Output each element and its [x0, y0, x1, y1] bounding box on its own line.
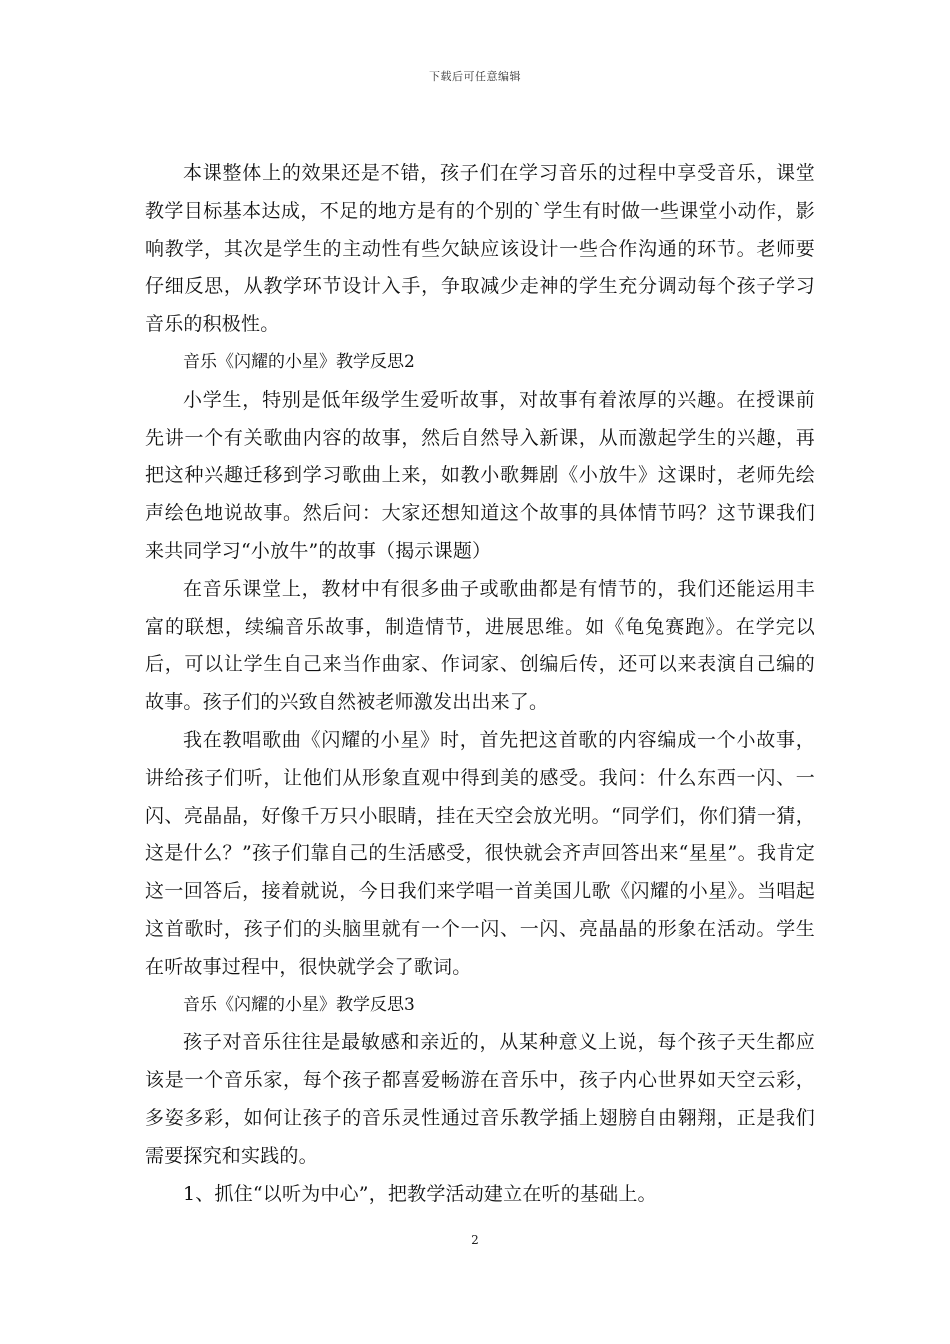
document-body [145, 155, 815, 1213]
paragraph-1: 本课整体上的效果还是不错，孩子们在学习音乐的过程中享受音乐，课堂教学目标基本达成，不足的地方是有的个别的`学生有时做一些课堂小动作，影响教学，其次是学生的主动性有些欠缺应该设计一些合作沟通的环节。老师要仔细反思，从教学环节设计入手，争取减少走神的学生充分调动每个孩子学习音乐的积极性。 [145, 162, 815, 336]
page-number: 2 [471, 1233, 479, 1247]
paragraph-6: 1、抓住“以听为中心”，把教学活动建立在听的基础上。 [183, 1182, 657, 1205]
section-heading-3: 音乐《闪耀的小星》教学反思3 [183, 994, 415, 1015]
paragraph-4: 我在教唱歌曲《闪耀的小星》时，首先把这首歌的内容编成一个小故事，讲给孩子们听，让他们从形象直观中得到美的感受。我问：什么东西一闪、一闪、亮晶晶，好像千万只小眼睛，挂在天空会放光明。“同学们，你们猜一猜，这是什么？”孩子们靠自己的生活感受，很快就会齐声回答出来“星星”。我肯定这一回答后，接着就说，今日我们来学唱一首美国儿歌《闪耀的小星》。当唱起这首歌时，孩子们的头脑里就有一个一闪、一闪、亮晶晶的形象在活动。学生在听故事过程中，很快就学会了歌词。 [145, 728, 815, 978]
paragraph-5: 孩子对音乐往往是最敏感和亲近的，从某种意义上说，每个孩子天生都应该是一个音乐家，每个孩子都喜爱畅游在音乐中，孩子内心世界如天空云彩，多姿多彩，如何让孩子的音乐灵性通过音乐教学插上翅膀自由翱翔，正是我们需要探究和实践的。 [145, 1031, 815, 1167]
paragraph-3: 在音乐课堂上，教材中有很多曲子或歌曲都是有情节的，我们还能运用丰富的联想，续编音乐故事，制造情节，进展思维。如《龟兔赛跑》。在学完以后，可以让学生自己来当作曲家、作词家、创编后传，还可以来表演自己编的故事。孩子们的兴致自然被老师激发出出来了。 [145, 577, 815, 714]
section-heading-2: 音乐《闪耀的小星》教学反思2 [183, 351, 415, 372]
page-header: 下载后可任意编辑 [429, 70, 521, 83]
paragraph-2: 小学生，特别是低年级学生爱听故事，对故事有着浓厚的兴趣。在授课前先讲一个有关歌曲内容的故事，然后自然导入新课，从而激起学生的兴趣，再把这种兴趣迁移到学习歌曲上来，如教小歌舞剧《小放牛》这课时，老师先绘声绘色地说故事。然后问：大家还想知道这个故事的具体情节吗？这节课我们来共同学习“小放牛”的故事（揭示课题） [145, 388, 815, 562]
